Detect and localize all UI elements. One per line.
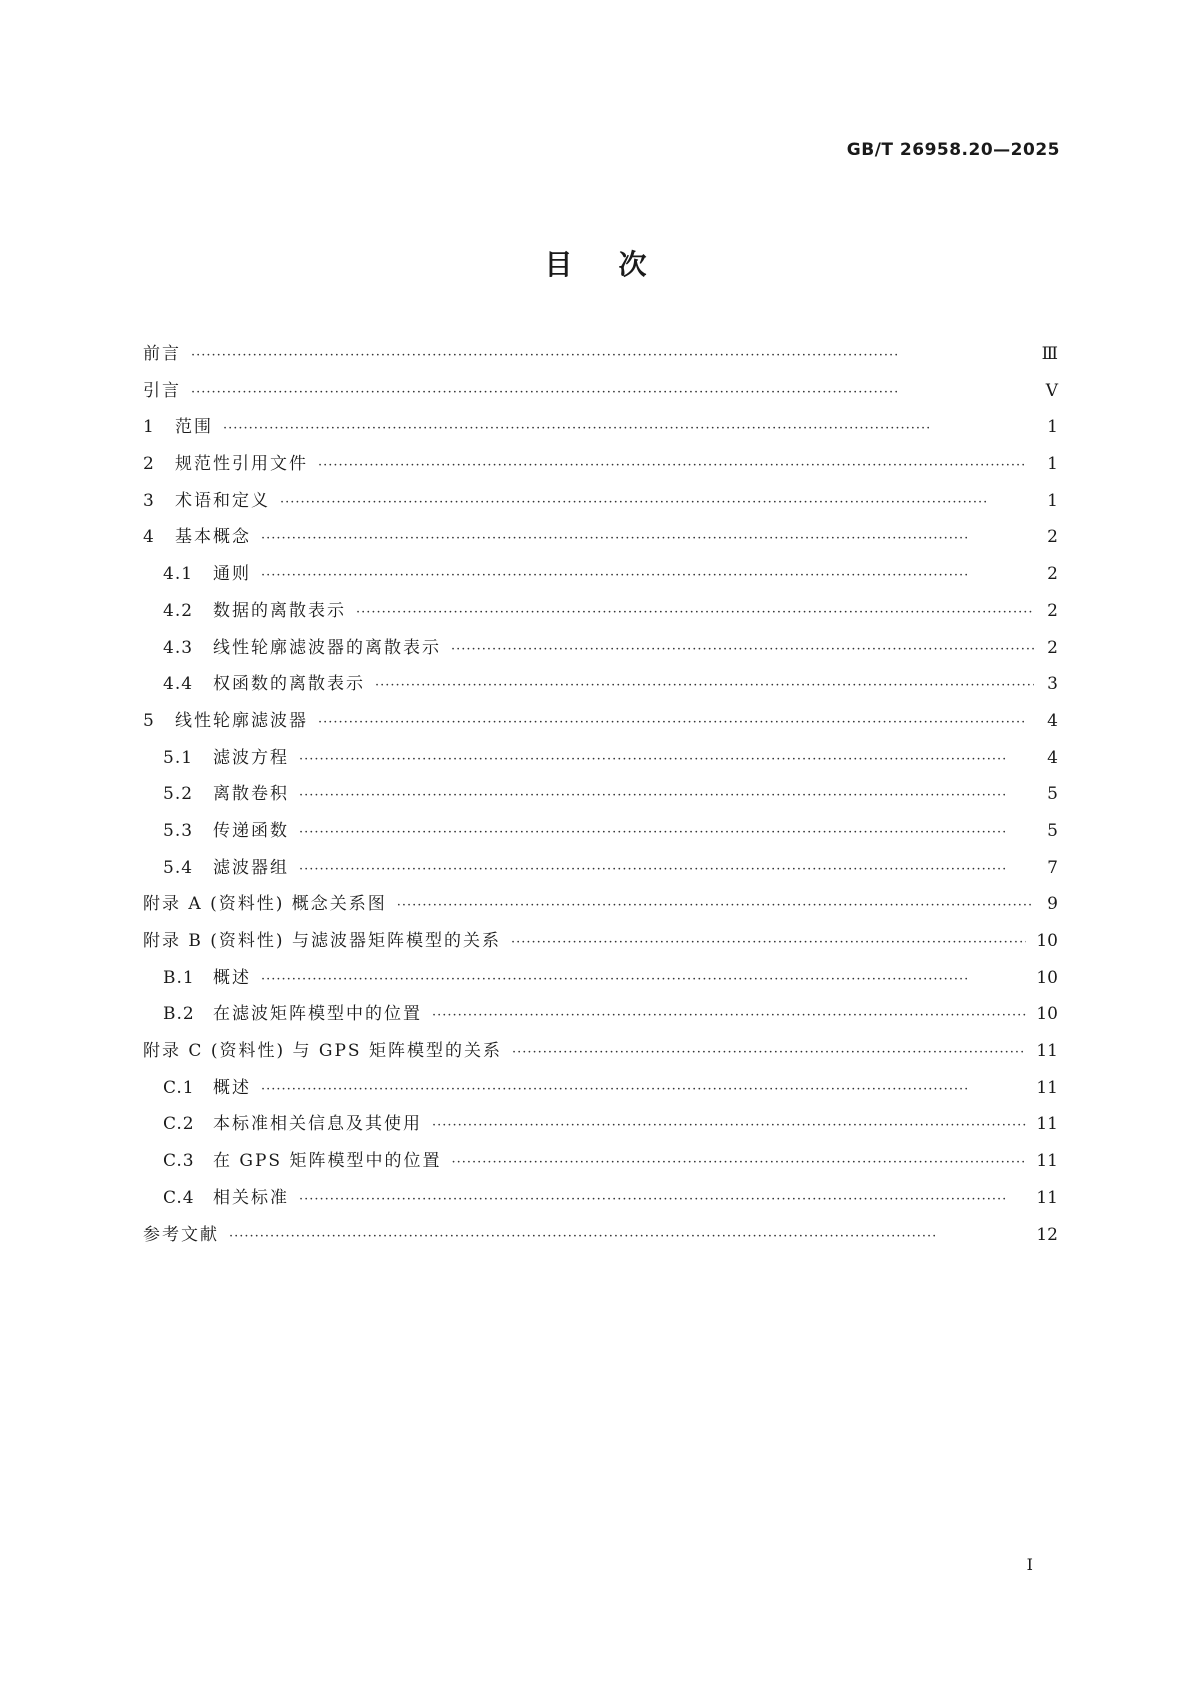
- toc-entry-label: 前言: [143, 344, 181, 364]
- toc-entry-page: 2: [1047, 600, 1058, 621]
- toc-entry-page: 11: [1036, 1041, 1058, 1062]
- toc-entry-label: 离散卷积: [213, 784, 289, 805]
- toc-entry-label: 附录 A (资料性) 概念关系图: [143, 894, 387, 915]
- toc-entry-label: 在 GPS 矩阵模型中的位置: [213, 1151, 442, 1172]
- toc-dot-leader: [318, 715, 1034, 730]
- toc-dot-leader: [261, 568, 1034, 583]
- toc-dot-leader: [191, 385, 1034, 400]
- toc-entry-label: 通则: [213, 564, 251, 585]
- toc-dot-leader: [432, 1118, 1026, 1133]
- toc-entry-page: 9: [1047, 894, 1058, 915]
- toc-entry[interactable]: [143, 743, 1058, 780]
- toc-dot-leader: [318, 458, 1034, 473]
- toc-dot-leader: [229, 1229, 1026, 1244]
- toc-entry-label: 附录 C (资料性) 与 GPS 矩阵模型的关系: [143, 1041, 502, 1062]
- toc-entry[interactable]: [143, 1073, 1058, 1110]
- toc-entry-number: 4.3: [163, 637, 194, 658]
- toc-entry[interactable]: [143, 1146, 1058, 1183]
- toc-entry[interactable]: [143, 339, 1058, 376]
- toc-dot-leader: [299, 752, 1034, 767]
- toc-entry-page: 7: [1047, 857, 1058, 878]
- toc-dot-leader: [512, 1045, 1026, 1060]
- toc-entry[interactable]: [143, 963, 1058, 1000]
- toc-entry-label: 传递函数: [213, 820, 289, 841]
- toc-entry-number: 5: [143, 710, 155, 731]
- toc-entry-page: 1: [1047, 454, 1058, 475]
- toc-entry-number: 1: [143, 417, 155, 438]
- toc-entry[interactable]: [143, 1109, 1058, 1146]
- toc-entry-page: 11: [1036, 1187, 1058, 1208]
- toc-entry-number: C.1: [163, 1077, 195, 1098]
- toc-entry-label: 基本概念: [175, 527, 251, 548]
- toc-entry[interactable]: [143, 669, 1058, 706]
- toc-entry-page: 3: [1047, 674, 1058, 695]
- toc-entry-number: 4.2: [163, 600, 194, 621]
- toc-entry-number: 5.1: [163, 747, 194, 768]
- toc-entry-page: 1: [1047, 490, 1058, 511]
- toc-dot-leader: [299, 1192, 1026, 1207]
- toc-entry[interactable]: [143, 596, 1058, 633]
- toc-dot-leader: [223, 421, 1034, 436]
- toc-dot-leader: [299, 825, 1034, 840]
- toc-entry-number: 2: [143, 454, 155, 475]
- toc-entry-label: 本标准相关信息及其使用: [213, 1114, 422, 1135]
- toc-entry-page: 10: [1036, 967, 1058, 988]
- toc-entry-page: 12: [1036, 1224, 1058, 1245]
- toc-entry[interactable]: [143, 376, 1058, 413]
- toc-entry[interactable]: [143, 816, 1058, 853]
- toc-dot-leader: [397, 898, 1034, 913]
- toc-entry-page: 5: [1047, 784, 1058, 805]
- toc-entry-page: 2: [1047, 637, 1058, 658]
- toc-entry[interactable]: [143, 486, 1058, 523]
- toc-entry-number: C.2: [163, 1114, 195, 1135]
- toc-entry-page: 10: [1036, 931, 1058, 951]
- toc-entry-label: 线性轮廓滤波器: [175, 710, 308, 731]
- toc-entry-label: 数据的离散表示: [213, 600, 346, 621]
- toc-entry[interactable]: [143, 889, 1058, 926]
- toc-entry-page: 4: [1047, 710, 1058, 731]
- toc-entry-number: B.2: [163, 1004, 195, 1025]
- standard-code: GB/T 26958.20—2025: [846, 140, 1060, 160]
- toc-entry-label: 在滤波矩阵模型中的位置: [213, 1004, 422, 1025]
- toc-dot-leader: [432, 1008, 1026, 1023]
- toc-entry-label: 引言: [143, 380, 181, 401]
- toc-entry[interactable]: [143, 1036, 1058, 1073]
- toc-dot-leader: [451, 1155, 1026, 1170]
- toc-dot-leader: [280, 495, 1034, 510]
- table-of-contents: [143, 339, 1058, 1256]
- toc-entry-label: 概述: [213, 1077, 251, 1098]
- toc-entry-page: 2: [1047, 564, 1058, 585]
- toc-entry-label: 范围: [175, 417, 213, 438]
- toc-entry[interactable]: [143, 1220, 1058, 1257]
- toc-entry-label: 滤波方程: [213, 747, 289, 768]
- toc-entry-label: 附录 B (资料性) 与滤波器矩阵模型的关系: [143, 931, 501, 951]
- toc-dot-leader: [299, 788, 1034, 803]
- toc-entry[interactable]: [143, 522, 1058, 559]
- toc-entry-page: 1: [1047, 417, 1058, 438]
- toc-entry-page: Ⅲ: [1041, 344, 1058, 364]
- toc-entry-label: 术语和定义: [175, 490, 270, 511]
- toc-entry-label: 权函数的离散表示: [213, 674, 365, 695]
- toc-entry-number: 5.4: [163, 857, 194, 878]
- toc-entry[interactable]: [143, 412, 1058, 449]
- toc-entry-number: B.1: [163, 967, 195, 988]
- toc-dot-leader: [299, 862, 1034, 877]
- toc-entry-number: 4.1: [163, 564, 194, 585]
- toc-entry[interactable]: [143, 999, 1058, 1036]
- toc-entry-label: 线性轮廓滤波器的离散表示: [213, 637, 441, 658]
- page-number: Ⅰ: [1026, 1555, 1033, 1574]
- toc-dot-leader: [191, 348, 1032, 363]
- toc-entry-label: 规范性引用文件: [175, 454, 308, 475]
- toc-entry[interactable]: [143, 1183, 1058, 1220]
- toc-entry[interactable]: [143, 853, 1058, 890]
- toc-entry-number: 4.4: [163, 674, 194, 695]
- toc-entry[interactable]: [143, 559, 1058, 596]
- toc-dot-leader: [261, 972, 1026, 987]
- toc-entry-page: 4: [1047, 747, 1058, 768]
- toc-entry[interactable]: [143, 633, 1058, 670]
- toc-entry[interactable]: [143, 779, 1058, 816]
- page-title: 目次: [544, 248, 693, 281]
- toc-dot-leader: [511, 935, 1026, 950]
- toc-entry-number: 4: [143, 527, 155, 548]
- toc-dot-leader: [261, 1082, 1026, 1097]
- toc-entry[interactable]: [143, 706, 1058, 743]
- toc-entry-number: 5.3: [163, 820, 194, 841]
- toc-entry-label: 滤波器组: [213, 857, 289, 878]
- toc-entry-page: 2: [1047, 527, 1058, 548]
- toc-entry-page: 5: [1047, 820, 1058, 841]
- toc-entry-number: C.4: [163, 1187, 195, 1208]
- toc-dot-leader: [356, 605, 1034, 620]
- toc-entry-page: 10: [1036, 1004, 1058, 1025]
- toc-entry-number: 3: [143, 490, 155, 511]
- toc-entry-number: 5.2: [163, 784, 194, 805]
- toc-dot-leader: [261, 531, 1034, 546]
- toc-entry-page: 11: [1036, 1151, 1058, 1172]
- toc-entry-label: 概述: [213, 967, 251, 988]
- toc-dot-leader: [375, 678, 1034, 693]
- toc-entry[interactable]: [143, 926, 1058, 963]
- toc-dot-leader: [451, 642, 1034, 657]
- toc-entry-page: 11: [1036, 1077, 1058, 1098]
- toc-entry-label: 参考文献: [143, 1224, 219, 1245]
- toc-entry-label: 相关标准: [213, 1187, 289, 1208]
- toc-entry-number: C.3: [163, 1151, 195, 1172]
- toc-entry[interactable]: [143, 449, 1058, 486]
- toc-entry-page: 11: [1036, 1114, 1058, 1135]
- toc-entry-page: Ⅴ: [1045, 380, 1058, 401]
